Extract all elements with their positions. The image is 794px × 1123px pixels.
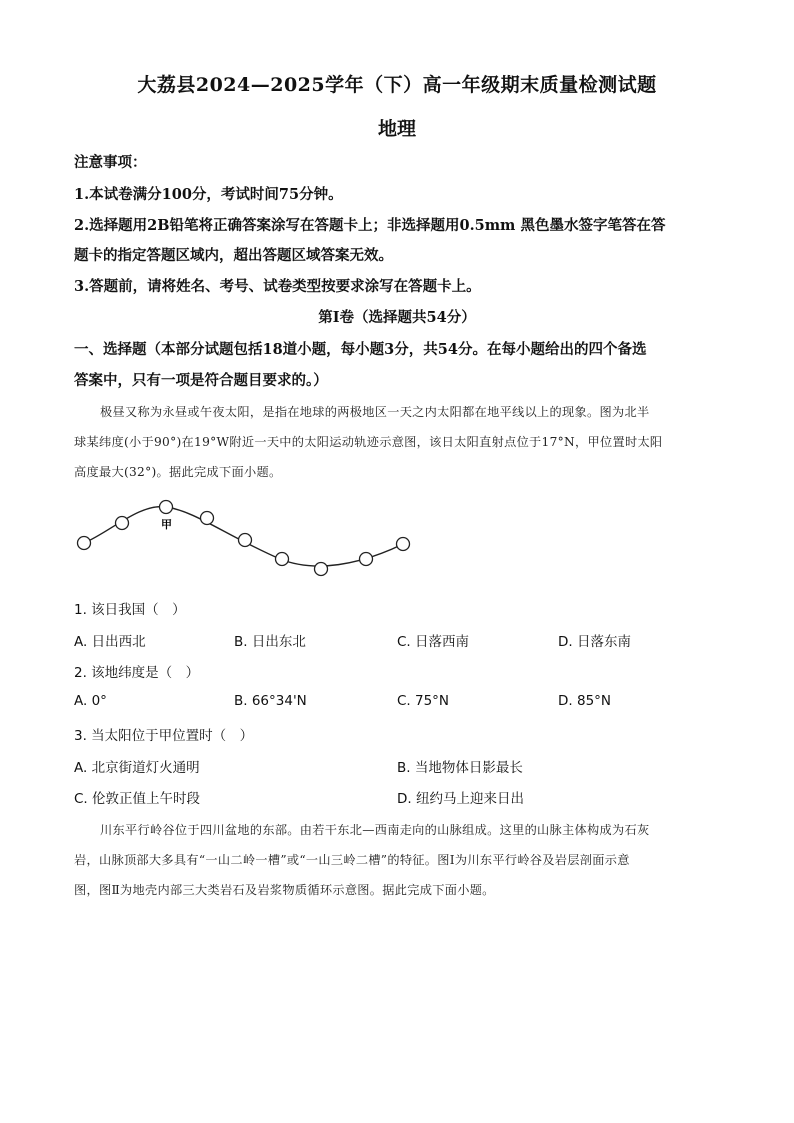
exam-title: 大荔县2024—2025学年（下）高一年级期末质量检测试题 [137, 74, 657, 96]
question-2-option-c: C. 75°N [397, 693, 450, 709]
question-3-option-d: D. 纽约马上迎来日出 [397, 791, 524, 807]
material2-line-1: 川东平行岭谷位于四川盆地的东部。由若干东北—西南走向的山脉组成。这里的山脉主体构成为石灰 [100, 823, 650, 837]
question-1-option-b: B. 日出东北 [234, 634, 306, 650]
sun-position-8 [360, 553, 373, 566]
material2-line-3: 图，图Ⅱ为地壳内部三大类岩石及岩浆物质循环示意图。据此完成下面小题。 [74, 883, 495, 897]
section-instructions-line-2: 答案中，只有一项是符合题目要求的。） [74, 372, 328, 389]
notice-item-2: 2.选择题用2B铅笔将正确答案涂写在答题卡上；非选择题用0.5mm 黑色墨水签字笔答在答 [74, 217, 666, 234]
sun-position-7 [315, 563, 328, 576]
question-2-stem: 2. 该地纬度是（ ） [74, 665, 200, 681]
material2-line-2: 岩，山脉顶部大多具有“一山二岭一槽”或“一山三岭二槽”的特征。图Ⅰ为川东平行岭谷及岩层剖面示意 [74, 853, 630, 867]
material1-line-1: 极昼又称为永昼或午夜太阳，是指在地球的两极地区一天之内太阳都在地平线以上的现象。图为北半 [100, 405, 650, 419]
notice-item-3: 3.答题前，请将姓名、考号、试卷类型按要求涂写在答题卡上。 [74, 278, 481, 295]
sun-position-9 [397, 538, 410, 551]
question-1-stem: 1. 该日我国（ ） [74, 602, 186, 618]
question-2-option-d: D. 85°N [558, 693, 612, 709]
sun-position-1 [78, 537, 91, 550]
notice-item-2-cont: 题卡的指定答题区域内，超出答题区域答案无效。 [74, 247, 393, 264]
question-3-option-a: A. 北京街道灯火通明 [74, 760, 200, 776]
question-3-stem: 3. 当太阳位于甲位置时（ ） [74, 728, 254, 744]
figure-label-jia: 甲 [161, 518, 172, 531]
sun-position-jia [160, 501, 173, 514]
sun-path-figure [70, 497, 420, 582]
subject-title: 地理 [377, 118, 416, 140]
question-2-option-a: A. 0° [74, 693, 107, 709]
sun-position-5 [239, 534, 252, 547]
section-instructions-line-1: 一、选择题（本部分试题包括18道小题，每小题3分，共54分。在每小题给出的四个备选 [74, 341, 647, 358]
question-1-option-a: A. 日出西北 [74, 634, 146, 650]
notice-item-1: 1.本试卷满分100分，考试时间75分钟。 [74, 186, 343, 203]
notice-heading: 注意事项： [74, 154, 147, 171]
material1-line-2: 球某纬度(小于90°)在19°W附近一天中的太阳运动轨迹示意图，该日太阳直射点位于17°N，甲位置时太阳 [74, 435, 663, 449]
question-3-option-c: C. 伦敦正值上午时段 [74, 791, 201, 807]
sun-position-2 [116, 517, 129, 530]
question-3-option-b: B. 当地物体日影最长 [397, 760, 523, 776]
material1-line-3: 高度最大(32°)。据此完成下面小题。 [74, 465, 282, 479]
volume-title: 第Ⅰ卷（选择题共54分） [318, 309, 476, 326]
question-1-option-c: C. 日落西南 [397, 634, 470, 650]
question-2-option-b: B. 66°34'N [234, 693, 307, 709]
sun-position-6 [276, 553, 289, 566]
sun-position-4 [201, 512, 214, 525]
question-1-option-d: D. 日落东南 [558, 634, 631, 650]
